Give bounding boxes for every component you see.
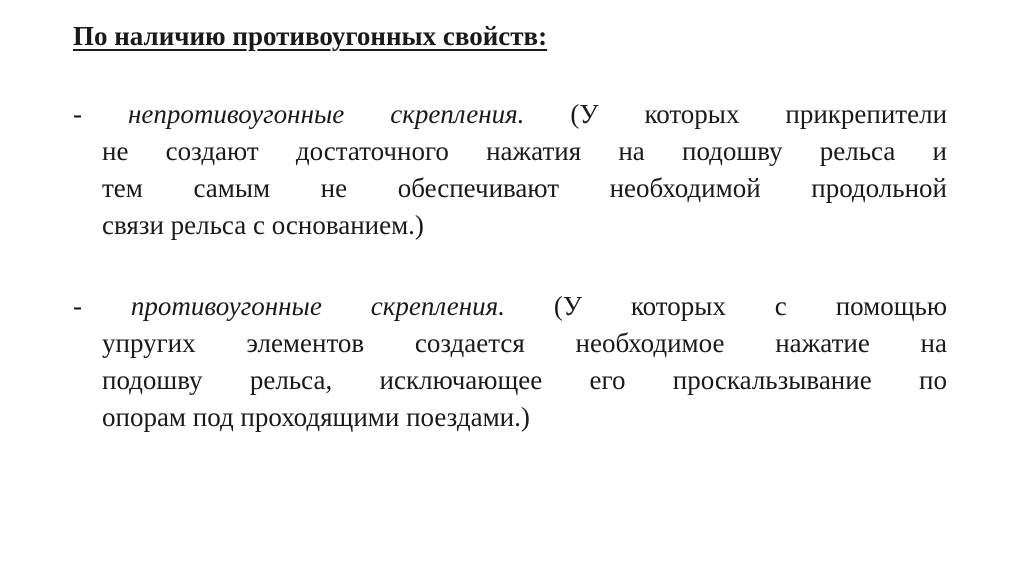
item-term: противоугонные скрепления. (130, 291, 505, 321)
item-line: подошву рельса, исключающее его проскальзывание по (102, 365, 947, 395)
item-line: связи рельса с основанием.) (102, 210, 424, 240)
bullet-dash: - (73, 291, 82, 321)
slide-heading: По наличию противоугонных свойств: (73, 21, 548, 51)
item-first-line-text: (У которых прикрепители (570, 99, 948, 129)
item-line: упругих элементов создается необходимое нажатие на (102, 328, 947, 358)
item-first-line (73, 96, 947, 133)
item-line: не создают достаточного нажатия на подошву рельса и (102, 136, 947, 166)
item-line: тем самым не обеспечивают необходимой продольной (102, 173, 947, 203)
fastening-type-anti-creep (73, 288, 947, 436)
item-continuation (73, 133, 947, 244)
item-first-line (73, 288, 947, 325)
fastening-type-non-anti-creep (73, 96, 947, 244)
item-term: непротивоугонные скрепления. (127, 99, 525, 129)
bullet-dash: - (73, 99, 82, 129)
item-continuation (73, 325, 947, 436)
item-first-line-text: (У которых с помощью (553, 291, 948, 321)
item-line: опорам под проходящими поездами.) (102, 402, 530, 432)
